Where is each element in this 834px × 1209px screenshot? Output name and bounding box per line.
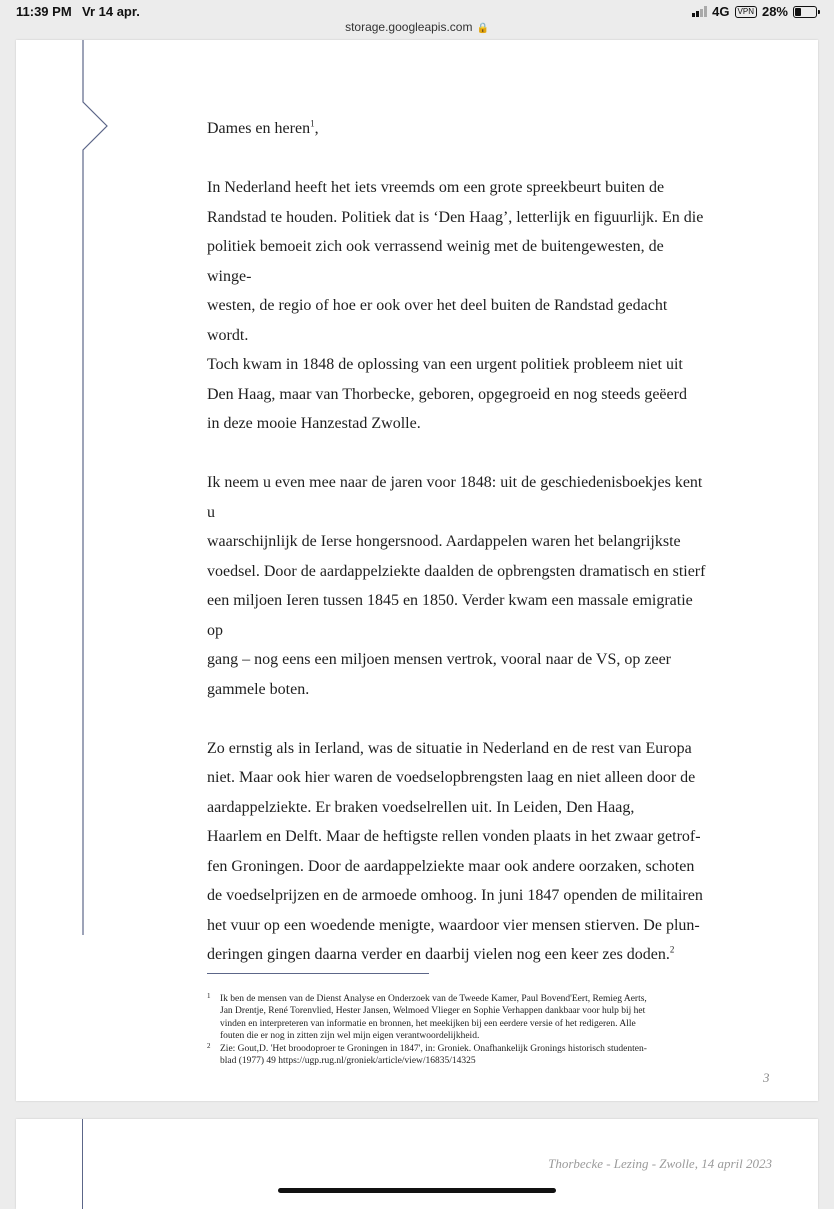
home-indicator[interactable] [278, 1188, 556, 1193]
body-text [207, 114, 707, 970]
page-decoration [16, 40, 136, 940]
lock-icon: 🔒 [476, 23, 489, 34]
network-label: 4G [712, 4, 730, 19]
document-page [16, 40, 818, 1101]
page-number: 3 [763, 1070, 770, 1085]
battery-percent: 28% [761, 4, 788, 19]
vpn-badge: VPN [735, 6, 757, 18]
paragraph-1: In Nederland heeft het iets vreemds om een grote spreekbeurt buiten de Randstad te houden. Politiek dat is ‘Den Haag’, letterlijk en figuurlijk. En die politiek bemoeit zich ook verrassend weinig met de buitengewesten, de winge- westen, de regio of hoe er ook over het deel buiten de Randstad gedacht wordt. Toch kwam in 1848 de oplossing van een urgent politiek probleem niet uit Den Haag, maar van Thorbecke, geboren, opgegroeid en nog steeds geëerd in deze mooie Hanzestad Zwolle. [207, 179, 704, 432]
footnote-2: 2 Zie: Gout,D. 'Het broodoproer te Groningen in 1847', in: Groniek. Onafhankelijk Gronings historisch studenten- blad (1977) 49 https://ugp.rug.nl/groniek/article/view/16835/14325 [207, 1041, 647, 1067]
footnote-ref-1[interactable]: 1 [310, 118, 315, 129]
page-decoration-line [82, 1119, 83, 1209]
battery-fill [795, 8, 801, 16]
paragraph-3: Zo ernstig als in Ierland, was de situatie in Nederland en de rest van Europa niet. Maar ook hier waren de voedselopbrengsten laag en niet alleen door de aardappelziekte. Er braken voedselrellen uit. In Leiden, Den Haag, Haarlem en Delft. Maar de heftigste rellen vonden plaats in het zwaar getrof- fen Groningen. Door de aardappelziekte maar ook andere oorzaken, schoten de voedselprijzen en de armoede omhoog. In juni 1847 openden de militairen het vuur op een woedende menigte, waardoor vier mensen stierven. De plun- deringen gingen daarna verder en daarbij vielen nog een keer zes doden.$^2$ [207, 739, 703, 963]
status-date: Vr 14 apr. [82, 4, 140, 19]
footnote-1: 1 Ik ben de mensen van de Dienst Analyse en Onderzoek van de Tweede Kamer, Paul Bovend'Eert, Remieg Aerts, Jan Drentje, René Torenvlied, Hester Jansen, Welmoed Vlieger en Sophie Verhappen dankbaar voor hulp bij het vinden en interpreteren van informatie en bronnen, het meekijken bij een eerdere versie of het redigeren. Alle fouten die er nog in zitten zijn wel mijn eigen verantwoordelijkheid. [207, 992, 647, 1042]
running-footer: Thorbecke - Lezing - Zwolle, 14 april 2023 [548, 1156, 772, 1171]
salutation: Dames en heren$^1$, [207, 118, 319, 137]
footnote-ref-2[interactable]: 2 [669, 944, 675, 955]
status-time: 11:39 PM [16, 4, 72, 19]
status-indicators [692, 4, 820, 19]
paragraph-2: Ik neem u even mee naar de jaren voor 1848: uit de geschiedenisboekjes kent u waarschijnlijk de Ierse hongersnood. Aardappelen waren het belangrijkste voedsel. Door de aardappelziekte daalden de opbrengsten dramatisch en stierf een miljoen Ieren tussen 1845 en 1850. Verder kwam een massale emigratie op gang – nog eens een miljoen mensen vertrok, vooral naar de VS, op zeer gammele boten. [207, 474, 706, 698]
address-bar[interactable] [0, 20, 834, 40]
status-bar [0, 0, 834, 22]
battery-icon [793, 6, 820, 18]
signal-icon [692, 6, 707, 17]
url-text[interactable]: storage.googleapis.com [345, 20, 473, 34]
footnote-2-link[interactable]: blad (1977) 49 https://ugp.rug.nl/groniek/article/view/16835/14325 [220, 1056, 476, 1067]
next-page [16, 1119, 818, 1209]
footnote-divider [207, 973, 429, 974]
footnotes [207, 993, 702, 1067]
